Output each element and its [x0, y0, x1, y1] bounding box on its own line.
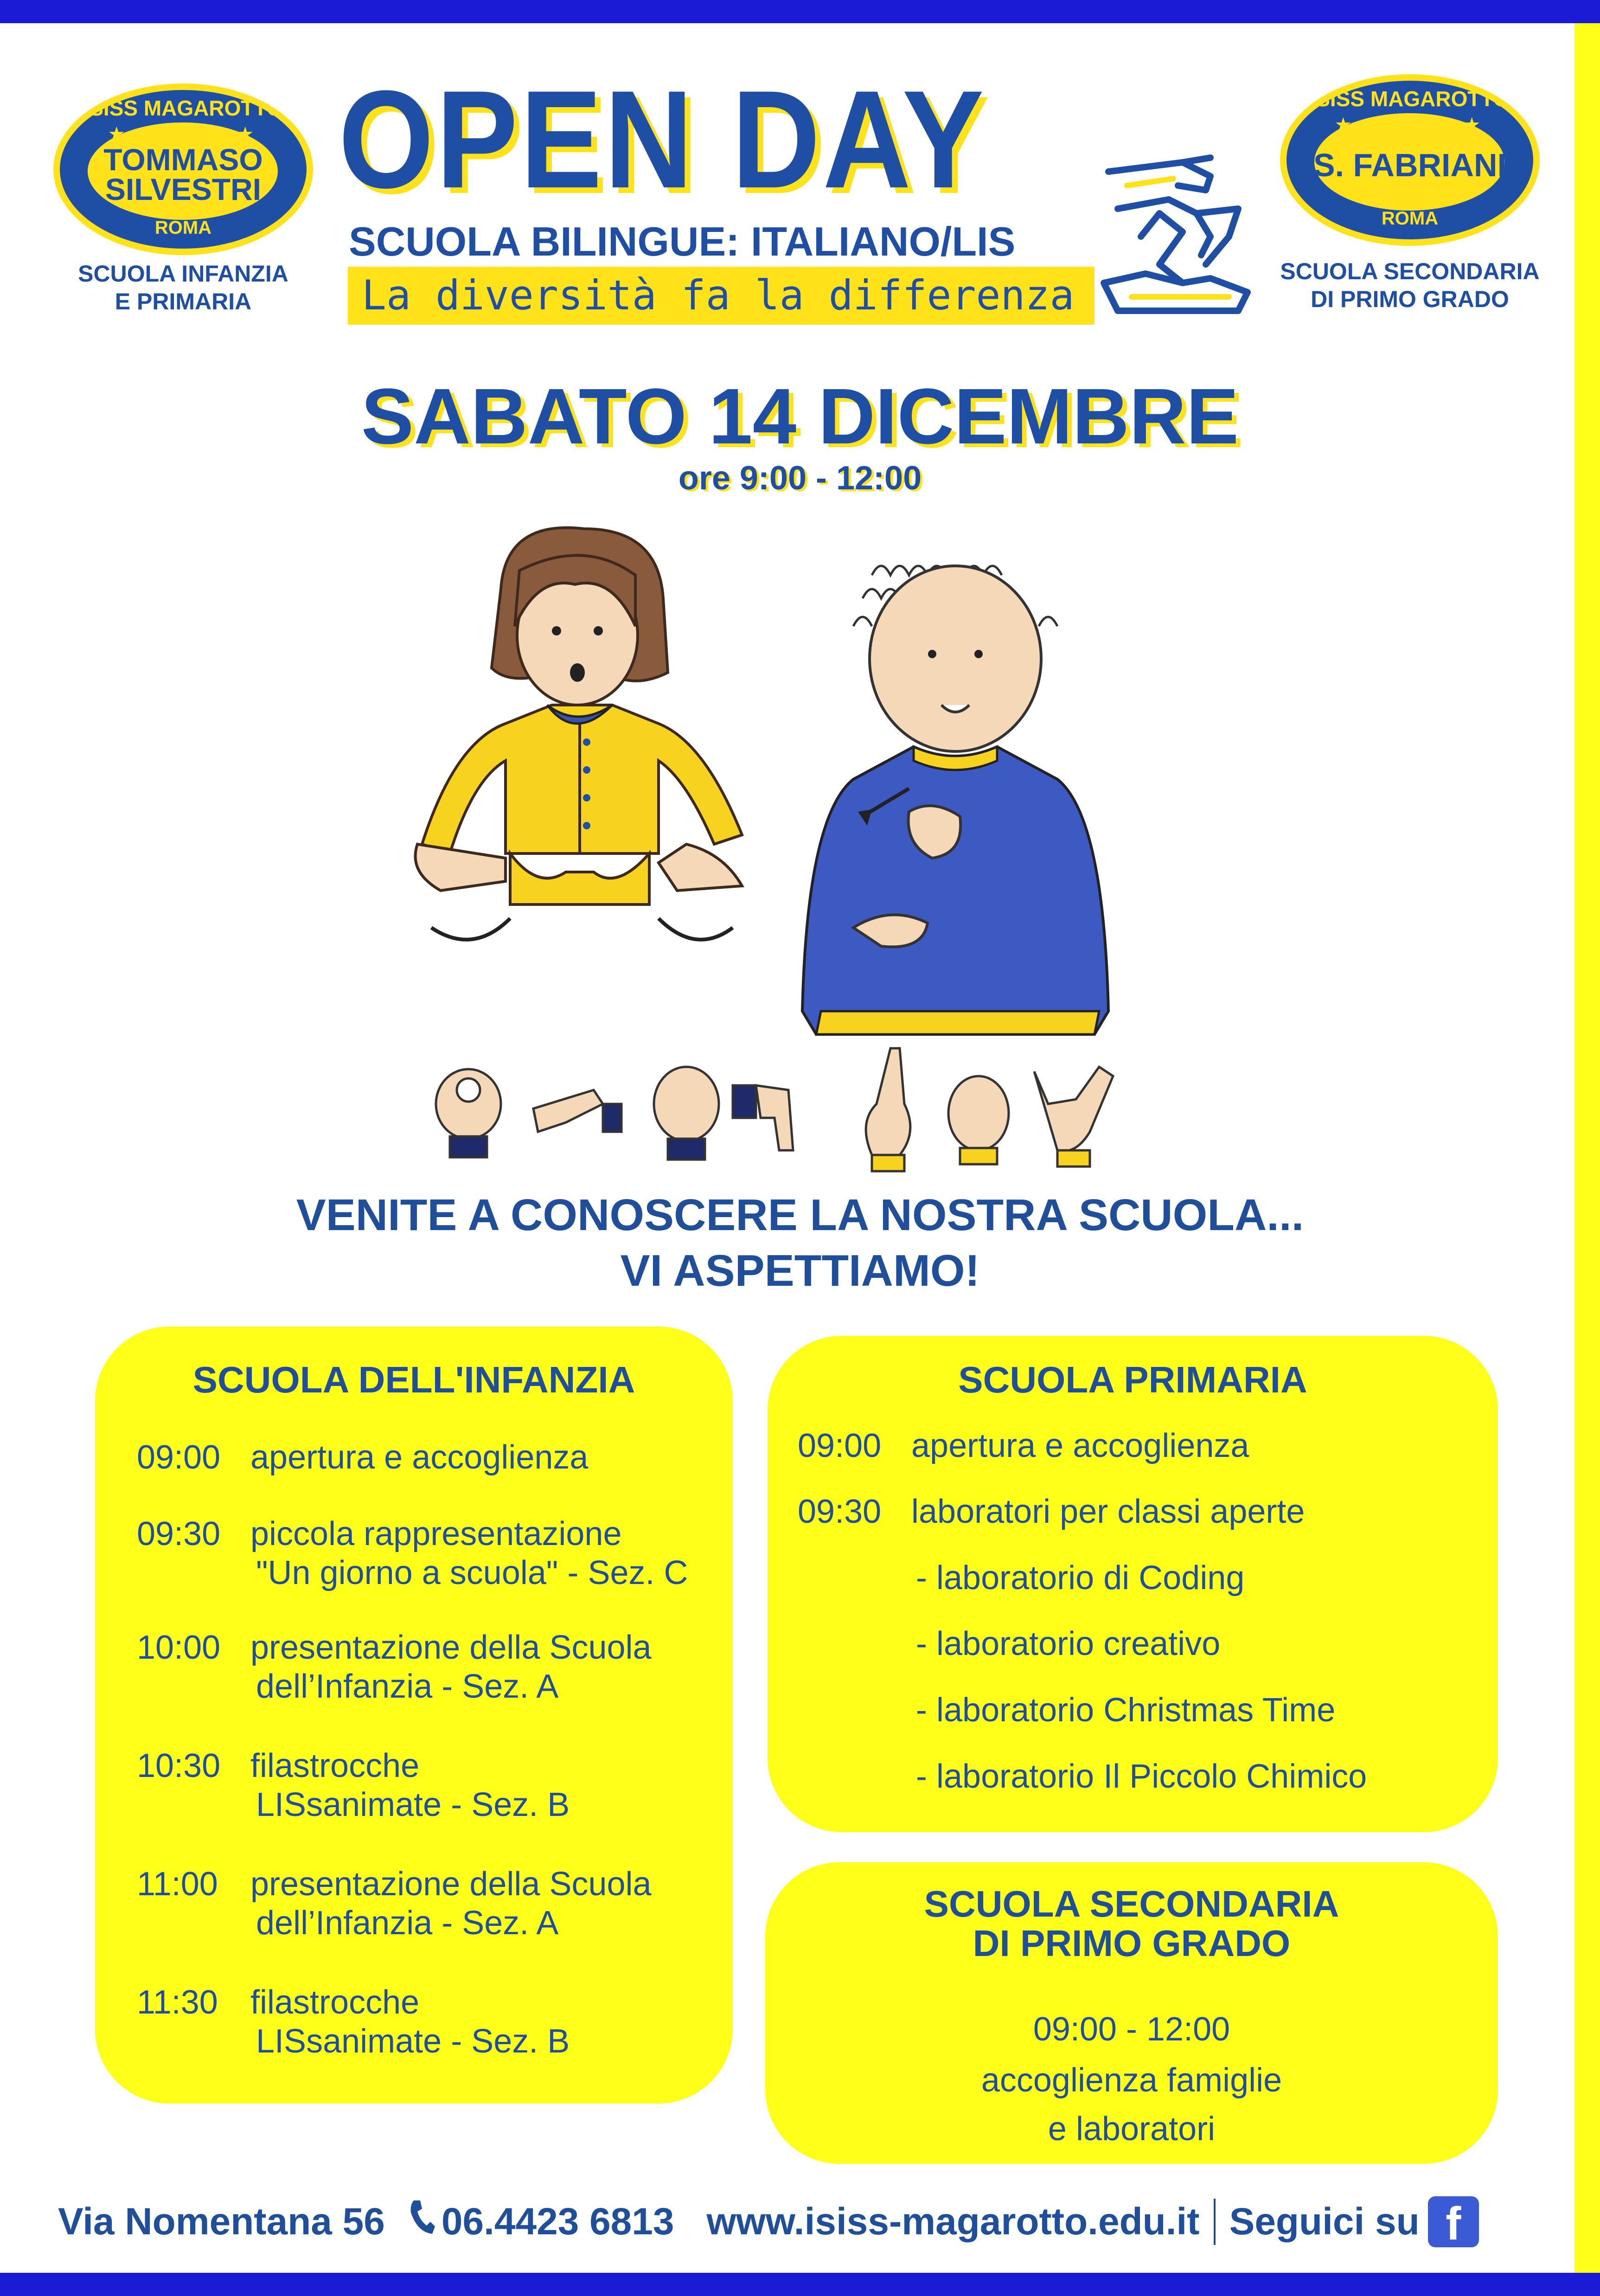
footer-divider: [1214, 2199, 1216, 2245]
handshape-e: [866, 1048, 910, 1171]
girl-figure: [416, 528, 742, 940]
schedule-time: 09:00: [798, 1427, 882, 1464]
schedule-desc: apertura e accoglienza: [250, 1439, 589, 1476]
schedule-time: 11:00: [137, 1866, 218, 1903]
page-title: OPEN DAY: [339, 61, 986, 217]
handshape-f: [948, 1076, 1009, 1164]
logo-name-line1: TOMMASO: [103, 142, 263, 177]
schedule-row: [137, 1746, 570, 1824]
handshape-d: [733, 1085, 793, 1150]
invite-line1: VENITE A CONOSCERE LA NOSTRA SCUOLA...: [296, 1190, 1304, 1240]
schedule-desc: filastrocche: [250, 1747, 420, 1784]
logo-arc-text: ISISS MAGAROTTO: [83, 96, 283, 120]
logo-stars: ★ ★ ★ ★ ★: [108, 123, 259, 145]
logo-silvestri: [53, 83, 313, 255]
logo-name-line1: S. FABRIANI: [1313, 147, 1507, 183]
card-title: SCUOLA PRIMARIA: [958, 1359, 1307, 1400]
children-signing-illustration: [399, 519, 1187, 1044]
card-scuola-infanzia: [95, 1327, 733, 2104]
schedule-time: 09:30: [798, 1493, 882, 1530]
handshape-a: [436, 1069, 501, 1157]
lab-item: - laboratorio Christmas Time: [916, 1692, 1336, 1729]
schedule-desc-line2: dell’Infanzia - Sez. A: [256, 1905, 559, 1942]
event-time: ore 9:00 - 12:00: [678, 460, 922, 497]
schedule-desc: presentazione della Scuola: [250, 1629, 652, 1666]
boy-figure: [802, 566, 1108, 1034]
handshape-b: [533, 1090, 621, 1132]
card-title-line2: DI PRIMO GRADO: [973, 1923, 1291, 1964]
schedule-desc: presentazione della Scuola: [250, 1866, 652, 1903]
motto-text: La diversità fa la differenza: [362, 271, 1075, 319]
invite-line2: VI ASPETTIAMO!: [620, 1246, 980, 1296]
phone-icon: [408, 2199, 436, 2245]
schedule-desc-line2: LISsanimate - Sez. B: [256, 1786, 570, 1823]
logo-city: ROMA: [154, 218, 212, 238]
schedule-desc: laboratori per classi aperte: [911, 1493, 1305, 1530]
card-scuola-secondaria: [765, 1862, 1498, 2164]
handshape-c: [654, 1067, 719, 1160]
schedule-desc: apertura e accoglienza: [911, 1427, 1249, 1464]
caption-line2: DI PRIMO GRADO: [1311, 286, 1509, 312]
logo-arc-text: ISISS MAGAROTTO: [1310, 87, 1510, 111]
schedule-time: 09:00: [137, 1439, 221, 1476]
schedule-row: [798, 1492, 1305, 1531]
schedule-row: [137, 1865, 652, 1943]
caption-line2: E PRIMARIA: [115, 289, 252, 314]
event-date: SABATO 14 DICEMBRE: [361, 372, 1239, 461]
schedule-desc-line2: dell’Infanzia - Sez. A: [256, 1668, 559, 1705]
lis-handshapes-icon: [427, 1039, 1150, 1178]
logo-stars: ★ ★ ★ ★ ★: [1334, 114, 1485, 135]
logo-fabriani: [1280, 74, 1540, 246]
schedule-row: [137, 1983, 570, 2061]
schedule-desc: piccola rappresentazione: [250, 1515, 622, 1552]
facebook-icon[interactable]: f: [1428, 2196, 1479, 2247]
caption-line1: SCUOLA INFANZIA: [78, 261, 288, 287]
secondaria-time: 09:00 - 12:00: [1033, 2011, 1230, 2048]
frame-top-bar: [0, 0, 1600, 23]
schedule-time: 10:30: [137, 1747, 221, 1784]
schedule-row: [137, 1514, 688, 1592]
schedule-row: [137, 1628, 652, 1706]
lab-item: - laboratorio creativo: [916, 1625, 1221, 1662]
schedule-time: 11:30: [137, 1984, 218, 2021]
invite-message: [0, 1187, 1600, 1299]
secondaria-desc-line2: e laboratori: [1048, 2110, 1216, 2148]
footer-social-label: Seguici su: [1229, 2200, 1420, 2243]
schedule-row: [137, 1438, 588, 1477]
sign-hands-icon: [1090, 144, 1257, 329]
lab-item: - laboratorio Il Piccolo Chimico: [916, 1758, 1367, 1795]
schedule-time: 10:00: [137, 1629, 221, 1666]
card-scuola-primaria: [768, 1336, 1498, 1832]
card-title: SCUOLA DELL'INFANZIA: [192, 1359, 635, 1400]
frame-right-bar: [1574, 23, 1600, 2273]
logo-city: ROMA: [1381, 208, 1439, 229]
frame-bottom-bar: [0, 2273, 1600, 2296]
footer: [58, 2196, 1479, 2250]
secondaria-desc-line1: accoglienza famiglie: [981, 2062, 1282, 2099]
page-subtitle: SCUOLA BILINGUE: ITALIANO/LIS: [349, 218, 1016, 264]
footer-address: Via Nomentana 56: [58, 2200, 385, 2243]
schedule-time: 09:30: [137, 1515, 221, 1552]
handshape-g: [1034, 1067, 1113, 1167]
footer-phone[interactable]: 06.4423 6813: [441, 2200, 674, 2243]
card-title-line1: SCUOLA SECONDARIA: [924, 1883, 1339, 1924]
logo-name-line2: SILVESTRI: [105, 172, 262, 206]
schedule-row: [798, 1426, 1249, 1465]
logo-left-caption: [53, 260, 313, 315]
schedule-desc-line2: LISsanimate - Sez. B: [256, 2023, 570, 2060]
logo-right-caption: [1252, 257, 1568, 313]
schedule-desc-line2: "Un giorno a scuola" - Sez. C: [256, 1554, 688, 1591]
footer-website-link[interactable]: www.isiss-magarotto.edu.it: [706, 2200, 1200, 2243]
schedule-desc: filastrocche: [250, 1984, 420, 2021]
lab-item: - laboratorio di Coding: [916, 1559, 1245, 1597]
caption-line1: SCUOLA SECONDARIA: [1280, 258, 1540, 284]
